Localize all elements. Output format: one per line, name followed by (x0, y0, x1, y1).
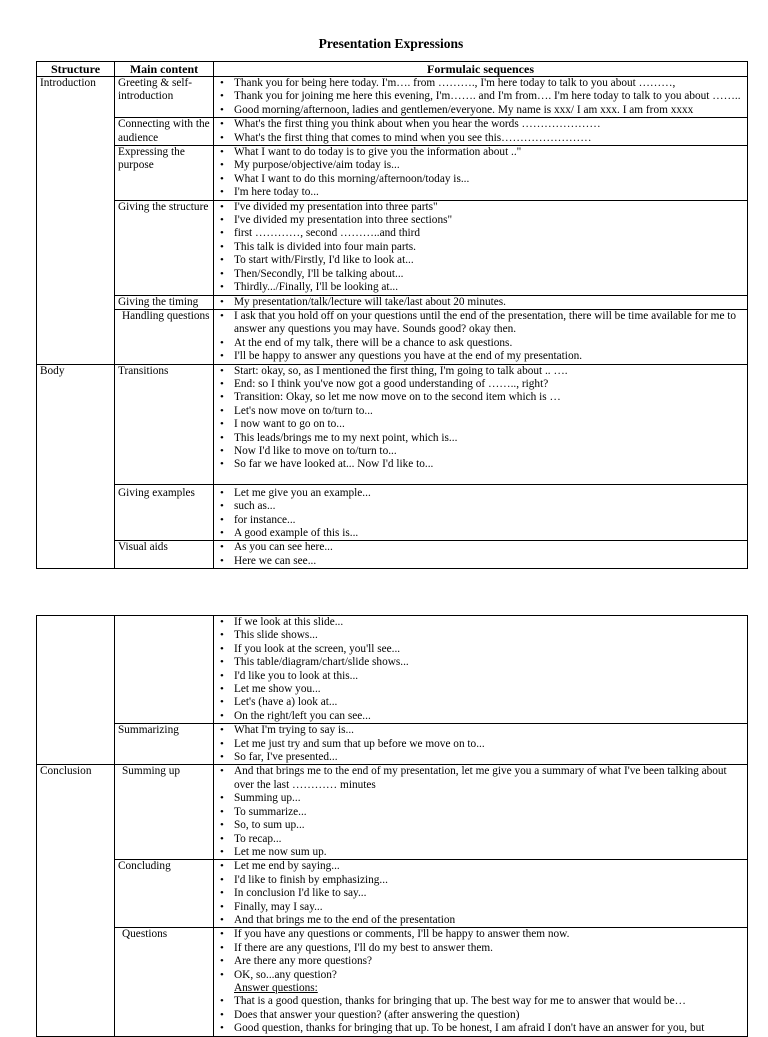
phrase-item: • If there are any questions, I'll do my best to answer them. (234, 942, 744, 955)
table-row (37, 616, 748, 724)
phrase-list (217, 487, 744, 541)
phrase-list (217, 146, 744, 200)
main-content-cell: Handling questions (115, 309, 214, 364)
main-content-cell: Connecting with the audience (115, 118, 214, 146)
phrase-list (217, 928, 744, 1035)
structure-header: Structure (37, 62, 115, 77)
structure-cell (37, 200, 115, 295)
table-row (37, 200, 748, 295)
formulaic-cell (214, 309, 748, 364)
phrase-item: • This table/diagram/chart/slide shows... (234, 656, 744, 669)
phrase-item: • I'm here today to... (234, 186, 744, 199)
main-content-cell: Giving the timing (115, 295, 214, 309)
phrase-item: • I'd like to finish by emphasizing... (234, 874, 744, 887)
structure-cell: Introduction (37, 77, 115, 118)
phrase-item: • Are there any more questions? (234, 955, 744, 968)
structure-cell (37, 118, 115, 146)
table-row (37, 295, 748, 309)
phrase-item: • My presentation/talk/lecture will take/last about 20 minutes. (234, 296, 744, 309)
phrase-item: • And that brings me to the end of the presentation (234, 914, 744, 927)
structure-cell (37, 724, 115, 765)
main-content-cell (115, 616, 214, 724)
phrase-item: • Let's now move on to/turn to... (234, 405, 744, 418)
formulaic-cell (214, 541, 748, 569)
phrase-item: • If you look at the screen, you'll see... (234, 643, 744, 656)
phrase-item: • Let's (have a) look at... (234, 696, 744, 709)
phrase-item: • I've divided my presentation into three sections" (234, 214, 744, 227)
table-row (37, 484, 748, 541)
phrase-item: • Thirdly.../Finally, I'll be looking at... (234, 281, 744, 294)
phrase-item: • I'll be happy to answer any questions you have at the end of my presentation. (234, 350, 744, 363)
phrase-item: • At the end of my talk, there will be a chance to ask questions. (234, 337, 744, 350)
structure-cell (37, 146, 115, 201)
structure-cell (37, 295, 115, 309)
phrase-item: • Thank you for being here today. I'm…. from ………., I'm here today to talk to you about ………, (234, 77, 744, 90)
table-row (37, 860, 748, 928)
phrase-item: • So, to sum up... (234, 819, 744, 832)
structure-cell (37, 309, 115, 364)
table-row (37, 364, 748, 484)
table-row (37, 118, 748, 146)
document-title: Presentation Expressions (318, 36, 464, 51)
phrase-item: • Let me just try and sum that up before we move on to... (234, 738, 744, 751)
phrase-list (217, 765, 744, 859)
structure-cell (37, 541, 115, 569)
phrase-item: • Summing up... (234, 792, 744, 805)
table-header-row (37, 62, 748, 77)
formulaic-cell (214, 765, 748, 860)
phrase-list (217, 296, 744, 309)
phrase-item: • What I want to do this morning/afternoon/today is... (234, 173, 744, 186)
phrase-list (217, 118, 744, 145)
phrase-item: • Good question, thanks for bringing that up. To be honest, I am afraid I don't have an answer for you, but (234, 1022, 744, 1035)
formulaic-cell (214, 616, 748, 724)
phrase-item: • Then/Secondly, I'll be talking about... (234, 268, 744, 281)
phrase-item: • What I want to do today is to give you the information about .." (234, 146, 744, 159)
expressions-table-part-2 (36, 615, 748, 1037)
formulaic-cell (214, 724, 748, 765)
phrase-item: • What's the first thing you think about when you hear the words ………………… (234, 118, 744, 131)
main-content-cell: Greeting & self-introduction (115, 77, 214, 118)
phrase-item: • I now want to go on to... (234, 418, 744, 431)
phrase-item: • Let me show you... (234, 683, 744, 696)
phrase-item: • On the right/left you can see... (234, 710, 744, 723)
formulaic-cell (214, 200, 748, 295)
phrase-list (217, 860, 744, 927)
phrase-item: • such as... (234, 500, 744, 513)
structure-cell (37, 928, 115, 1036)
phrase-item: • To recap... (234, 833, 744, 846)
phrase-item: • OK, so...any question? (234, 969, 744, 982)
main-content-cell: Transitions (115, 364, 214, 484)
phrase-item: • This talk is divided into four main parts. (234, 241, 744, 254)
phrase-item: • Let me give you an example... (234, 487, 744, 500)
table-row (37, 309, 748, 364)
formulaic-cell (214, 295, 748, 309)
phrase-item: • Here we can see... (234, 555, 744, 568)
table-row (37, 765, 748, 860)
structure-cell: Conclusion (37, 765, 115, 860)
phrase-item: • A good example of this is... (234, 527, 744, 540)
structure-cell: Body (37, 364, 115, 484)
main-content-cell: Expressing the purpose (115, 146, 214, 201)
structure-cell (37, 616, 115, 724)
phrase-item: • for instance... (234, 514, 744, 527)
phrase-item: • If you have any questions or comments, I'll be happy to answer them now. (234, 928, 744, 941)
main-content-cell: Concluding (115, 860, 214, 928)
phrase-item: • To start with/Firstly, I'd like to look at... (234, 254, 744, 267)
phrase-item: • In conclusion I'd like to say... (234, 887, 744, 900)
phrase-item: • My purpose/objective/aim today is... (234, 159, 744, 172)
table-row (37, 146, 748, 201)
phrase-list (217, 616, 744, 723)
phrase-item: • So far we have looked at... Now I'd like to... (234, 458, 744, 471)
phrase-item: • Thank you for joining me here this evening, I'm……. and I'm from…. I'm here today to talk to you about …….. (234, 90, 744, 103)
formulaic-cell (214, 118, 748, 146)
phrase-item: • Finally, may I say... (234, 901, 744, 914)
phrase-item: • Does that answer your question? (after answering the question) (234, 1009, 744, 1022)
phrase-item: • This slide shows... (234, 629, 744, 642)
main-content-cell: Visual aids (115, 541, 214, 569)
main-content-cell: Giving examples (115, 484, 214, 541)
phrase-item: • What I'm trying to say is... (234, 724, 744, 737)
phrase-item: • Start: okay, so, as I mentioned the first thing, I'm going to talk about .. …. (234, 365, 744, 378)
phrase-item: • Now I'd like to move on to/turn to... (234, 445, 744, 458)
phrase-list (217, 310, 744, 364)
phrase-item: • first …………, second ………..and third (234, 227, 744, 240)
table-row (37, 928, 748, 1036)
phrase-item: • What's the first thing that comes to mind when you see this…………………… (234, 132, 744, 145)
formulaic-cell (214, 928, 748, 1036)
phrase-item: • I'd like you to look at this... (234, 670, 744, 683)
phrase-item: • End: so I think you've now got a good understanding of …….., right? (234, 378, 744, 391)
main-content-cell: Giving the structure (115, 200, 214, 295)
phrase-list (217, 201, 744, 295)
phrase-list (217, 724, 744, 764)
formulaic-cell (214, 77, 748, 118)
phrase-item: • As you can see here... (234, 541, 744, 554)
phrase-item: • That is a good question, thanks for bringing that up. The best way for me to answer that would be… (234, 995, 744, 1008)
structure-cell (37, 860, 115, 928)
main-content-header: Main content (115, 62, 214, 77)
phrase-item: • I ask that you hold off on your questions until the end of the presentation, there will be time available for me to answer any questions you may have. Sounds good? okay then. (234, 310, 744, 337)
structure-cell (37, 484, 115, 541)
phrase-item: • Transition: Okay, so let me now move on to the second item which is … (234, 391, 744, 404)
formulaic-cell (214, 146, 748, 201)
subheading-text: Answer questions: (234, 981, 318, 994)
phrase-item: • Good morning/afternoon, ladies and gentlemen/everyone. My name is xxx/ I am xxx. I am from xxxx (234, 104, 744, 117)
answer-questions-subheading (234, 982, 744, 995)
phrase-list (217, 365, 744, 472)
phrase-item: • This leads/brings me to my next point, which is... (234, 432, 744, 445)
main-content-cell: Summing up (115, 765, 214, 860)
phrase-item: • And that brings me to the end of my presentation, let me give you a summary of what I've been talking about over the last ………… minutes (234, 765, 744, 792)
phrase-list (217, 541, 744, 568)
formulaic-cell (214, 860, 748, 928)
main-content-cell: Summarizing (115, 724, 214, 765)
phrase-list (217, 77, 744, 117)
table-row (37, 541, 748, 569)
formulaic-sequences-header: Formulaic sequences (214, 62, 748, 77)
phrase-item: • If we look at this slide... (234, 616, 744, 629)
phrase-item: • I've divided my presentation into three parts" (234, 201, 744, 214)
main-content-cell: Questions (115, 928, 214, 1036)
phrase-item: • Let me now sum up. (234, 846, 744, 859)
phrase-item: • To summarize... (234, 806, 744, 819)
phrase-item: • So far, I've presented... (234, 751, 744, 764)
formulaic-cell (214, 484, 748, 541)
formulaic-cell (214, 364, 748, 484)
table-row (37, 77, 748, 118)
expressions-table-part-1 (36, 61, 748, 569)
table-row (37, 724, 748, 765)
phrase-item: • Let me end by saying... (234, 860, 744, 873)
